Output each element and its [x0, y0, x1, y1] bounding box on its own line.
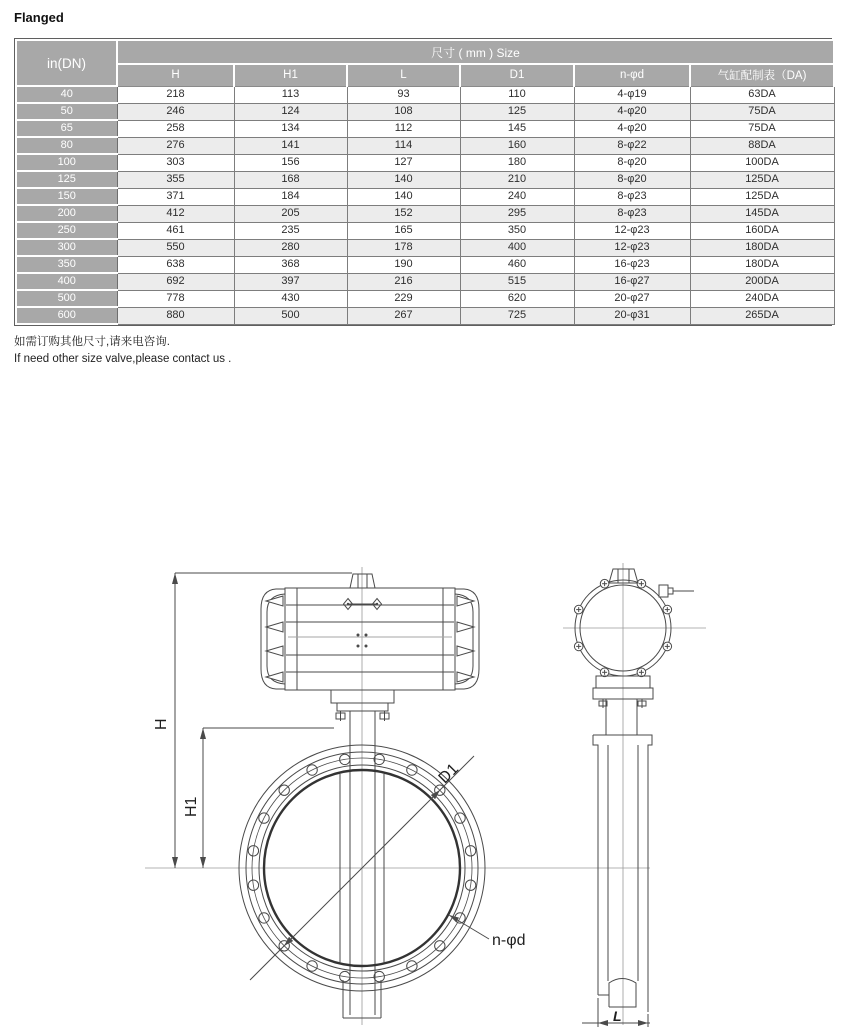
value-cell: 880 — [117, 307, 234, 324]
dn-cell: 50 — [16, 103, 117, 120]
value-cell: 145 — [460, 120, 574, 137]
value-cell: 125 — [460, 103, 574, 120]
value-cell: 180DA — [690, 256, 834, 273]
dn-cell: 600 — [16, 307, 117, 324]
value-cell: 368 — [234, 256, 347, 273]
value-cell: 141 — [234, 137, 347, 154]
table-row — [16, 290, 834, 307]
value-cell: 127 — [347, 154, 460, 171]
table-body — [16, 86, 834, 324]
value-cell: 461 — [117, 222, 234, 239]
value-cell: 63DA — [690, 86, 834, 103]
page-title: Flanged — [14, 10, 64, 25]
dn-cell: 350 — [16, 256, 117, 273]
value-cell: 140 — [347, 188, 460, 205]
value-cell: 550 — [117, 239, 234, 256]
table-row — [16, 171, 834, 188]
group-header-size: 尺寸 ( mm ) Size — [117, 40, 834, 64]
dn-cell: 250 — [16, 222, 117, 239]
value-cell: 4-φ19 — [574, 86, 690, 103]
value-cell: 350 — [460, 222, 574, 239]
footnotes — [14, 334, 231, 368]
value-cell: 20-φ27 — [574, 290, 690, 307]
value-cell: 355 — [117, 171, 234, 188]
value-cell: 8-φ23 — [574, 188, 690, 205]
value-cell: 430 — [234, 290, 347, 307]
dn-cell: 500 — [16, 290, 117, 307]
footnote-en: If need other size valve,please contact us . — [14, 353, 232, 365]
value-cell: 246 — [117, 103, 234, 120]
col-header-d1: D1 — [460, 64, 574, 86]
value-cell: 240 — [460, 188, 574, 205]
table-row — [16, 154, 834, 171]
value-cell: 371 — [117, 188, 234, 205]
side-view — [563, 563, 706, 1027]
value-cell: 267 — [347, 307, 460, 324]
value-cell: 114 — [347, 137, 460, 154]
value-cell: 12-φ23 — [574, 222, 690, 239]
value-cell: 165 — [347, 222, 460, 239]
value-cell: 276 — [117, 137, 234, 154]
value-cell: 125DA — [690, 188, 834, 205]
value-cell: 125DA — [690, 171, 834, 188]
size-table — [15, 39, 835, 325]
value-cell: 216 — [347, 273, 460, 290]
table-row — [16, 188, 834, 205]
col-header-h: H — [117, 64, 234, 86]
col-header-l: L — [347, 64, 460, 86]
value-cell: 110 — [460, 86, 574, 103]
value-cell: 16-φ23 — [574, 256, 690, 273]
dn-cell: 100 — [16, 154, 117, 171]
indicator-cap — [350, 574, 375, 588]
value-cell: 515 — [460, 273, 574, 290]
table-row — [16, 205, 834, 222]
corner-header-in-dn: in(DN) — [16, 40, 117, 86]
value-cell: 75DA — [690, 120, 834, 137]
actuator-side — [574, 569, 694, 677]
value-cell: 190 — [347, 256, 460, 273]
value-cell: 8-φ22 — [574, 137, 690, 154]
dimension-h — [172, 573, 352, 868]
value-cell: 108 — [347, 103, 460, 120]
value-cell: 88DA — [690, 137, 834, 154]
size-table-wrapper — [14, 38, 832, 326]
dim-label-h1: H1 — [183, 796, 200, 817]
dn-cell: 300 — [16, 239, 117, 256]
dn-cell: 80 — [16, 137, 117, 154]
footnote-zh: 如需订购其他尺寸,请来电咨询. — [14, 336, 170, 348]
value-cell: 500 — [234, 307, 347, 324]
table-row — [16, 137, 834, 154]
value-cell: 205 — [234, 205, 347, 222]
value-cell: 265DA — [690, 307, 834, 324]
dim-label-h: H — [153, 718, 170, 730]
value-cell: 180 — [460, 154, 574, 171]
value-cell: 397 — [234, 273, 347, 290]
value-cell: 4-φ20 — [574, 103, 690, 120]
table-row — [16, 307, 834, 324]
dim-label-d1: D1 — [435, 760, 463, 788]
table-row — [16, 256, 834, 273]
col-header-n-phi-d: n-φd — [574, 64, 690, 86]
value-cell: 240DA — [690, 290, 834, 307]
drawing-labels — [153, 718, 622, 1024]
dn-cell: 65 — [16, 120, 117, 137]
value-cell: 8-φ20 — [574, 171, 690, 188]
mounting-bracket-front — [331, 690, 394, 721]
col-header-h1: H1 — [234, 64, 347, 86]
value-cell: 160 — [460, 137, 574, 154]
value-cell: 75DA — [690, 103, 834, 120]
value-cell: 4-φ20 — [574, 120, 690, 137]
value-cell: 178 — [347, 239, 460, 256]
value-cell: 303 — [117, 154, 234, 171]
value-cell: 235 — [234, 222, 347, 239]
table-header — [16, 40, 834, 86]
value-cell: 8-φ20 — [574, 154, 690, 171]
dim-label-n-phi-d: n-φd — [492, 932, 526, 949]
value-cell: 12-φ23 — [574, 239, 690, 256]
value-cell: 93 — [347, 86, 460, 103]
value-cell: 460 — [460, 256, 574, 273]
table-row — [16, 103, 834, 120]
value-cell: 620 — [460, 290, 574, 307]
table-row — [16, 120, 834, 137]
value-cell: 229 — [347, 290, 460, 307]
valve-body-side — [593, 699, 652, 1012]
actuator-front — [261, 574, 479, 690]
technical-drawing — [0, 555, 846, 1036]
dn-cell: 400 — [16, 273, 117, 290]
value-cell: 692 — [117, 273, 234, 290]
air-port-fitting — [659, 585, 668, 597]
value-cell: 156 — [234, 154, 347, 171]
table-row — [16, 273, 834, 290]
value-cell: 400 — [460, 239, 574, 256]
value-cell: 412 — [117, 205, 234, 222]
value-cell: 778 — [117, 290, 234, 307]
value-cell: 160DA — [690, 222, 834, 239]
value-cell: 134 — [234, 120, 347, 137]
value-cell: 168 — [234, 171, 347, 188]
dn-cell: 200 — [16, 205, 117, 222]
value-cell: 180DA — [690, 239, 834, 256]
value-cell: 113 — [234, 86, 347, 103]
value-cell: 638 — [117, 256, 234, 273]
value-cell: 145DA — [690, 205, 834, 222]
value-cell: 200DA — [690, 273, 834, 290]
value-cell: 140 — [347, 171, 460, 188]
value-cell: 8-φ23 — [574, 205, 690, 222]
value-cell: 152 — [347, 205, 460, 222]
value-cell: 725 — [460, 307, 574, 324]
dn-cell: 150 — [16, 188, 117, 205]
table-row — [16, 222, 834, 239]
dn-cell: 40 — [16, 86, 117, 103]
front-view — [145, 567, 650, 1025]
value-cell: 218 — [117, 86, 234, 103]
dn-cell: 125 — [16, 171, 117, 188]
value-cell: 112 — [347, 120, 460, 137]
value-cell: 100DA — [690, 154, 834, 171]
col-header-cylinder-da: 气缸配制表（DA) — [690, 64, 834, 86]
value-cell: 295 — [460, 205, 574, 222]
value-cell: 184 — [234, 188, 347, 205]
value-cell: 210 — [460, 171, 574, 188]
table-row — [16, 239, 834, 256]
value-cell: 124 — [234, 103, 347, 120]
table-row — [16, 86, 834, 103]
value-cell: 280 — [234, 239, 347, 256]
value-cell: 20-φ31 — [574, 307, 690, 324]
value-cell: 16-φ27 — [574, 273, 690, 290]
value-cell: 258 — [117, 120, 234, 137]
dim-label-l: L — [613, 1008, 622, 1024]
